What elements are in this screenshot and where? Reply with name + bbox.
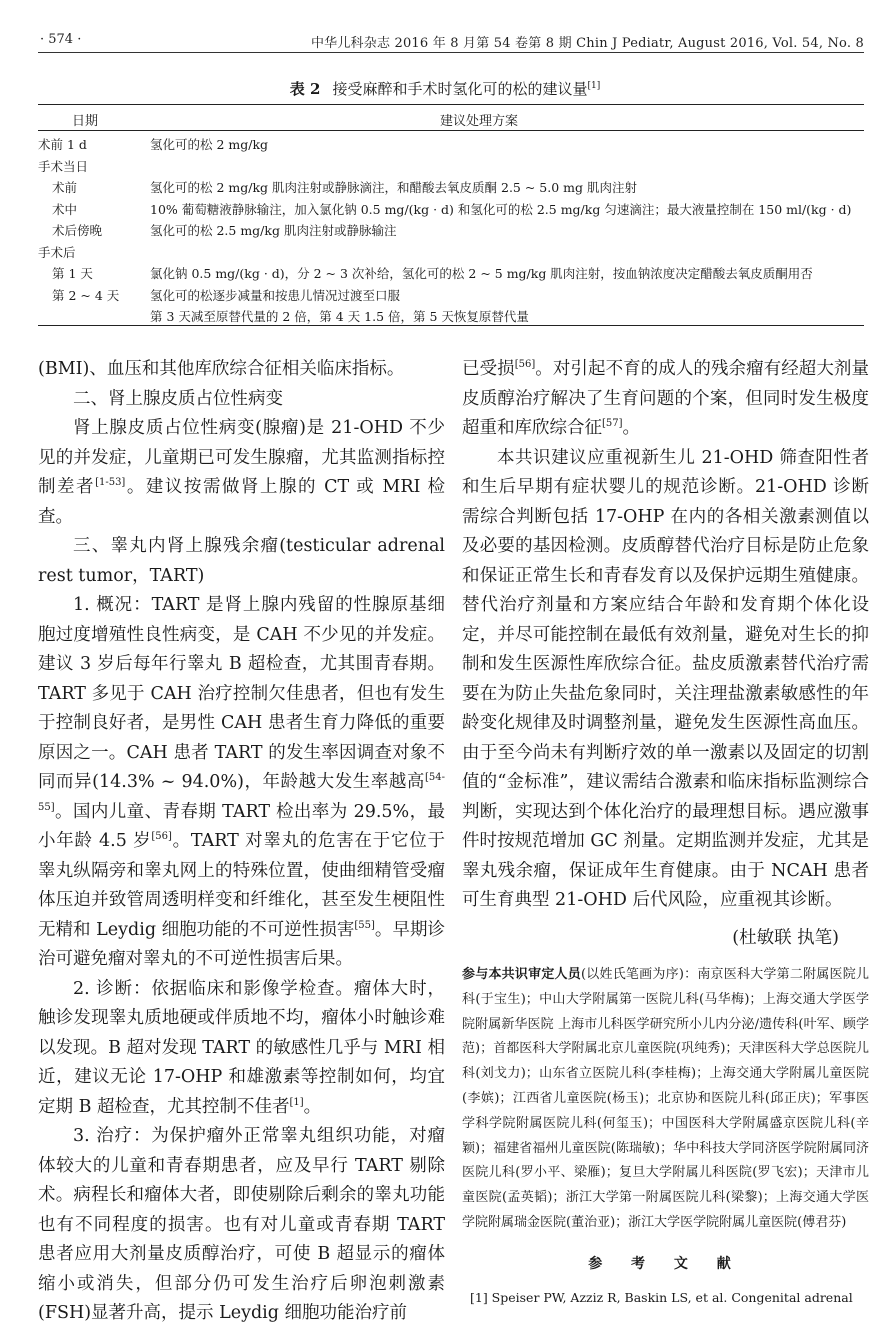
table-row [38,263,864,284]
paragraph: 2. 诊断：依据临床和影像学检查。瘤体大时，触诊发现睾丸质地硬或伴质地不均，瘤体小时触诊难以发现。B 超对发现 TART 的敏感性几乎与 MRI 相近，建议无论 17-OHP 和雄激素等控制如何，均宜定期 B 超检查，尤其控制不佳者[1]。 [38,978,445,1117]
table-row [38,306,864,327]
section-heading: 三、睾丸内肾上腺残余瘤(testicular adrenal rest tumor，TART) [38,536,445,586]
table-top-rule [38,104,864,105]
reviewers-label: 参与本共识审定人员 [462,967,581,982]
paragraph: 本共识建议应重视新生儿 21-OHD 筛查阳性者和生后早期有症状婴儿的规范诊断。21-OHD 诊断需综合判断包括 17-OHP 在内的各相关激素测值以及必要的基因检测。皮质醇替代治疗目标是防止危象和保证正常生长和青春发育以及保护远期生殖健康。替代治疗剂量和方案应结合年龄和发育期个体化设定，并尽可能控制在最低有效剂量，避免对生长的抑制和发生医源性库欣综合征。盐皮质激素替代治疗需要在为防止失盐危象同时，关注理盐激素敏感性的年龄变化规律及时调整剂量，避免发生医源性高血压。由于至今尚未有判断疗效的单一激素以及固定的切割值的“金标准”，建议需结合激素和临床指标监测综合判断，实现达到个体化治疗的最理想目标。遇应激事件时按规范增加 GC 剂量。定期监测并发症，尤其是睾丸残余瘤，保证成年生育健康。由于 NCAH 患者可生育典型 21-OHD 后代风险，应重视其诊断。 [462,447,869,910]
table-row [38,134,864,155]
table-row [38,220,864,241]
table-header-date: 日期 [72,114,99,129]
references-heading: 参 考 文 献 [588,1256,743,1272]
table-cell-plan: 氯化钠 0.5 mg/(kg · d)，分 2 ~ 3 次补给，氢化可的松 2 ~ 5 mg/kg 肌肉注射，按血钠浓度决定醋酸去氧皮质酮用否 [150,266,813,281]
table-bottom-rule [38,325,864,326]
citation: [54-55] [38,772,445,813]
citation: [56] [151,831,172,843]
table-cell-plan: 氢化可的松 2 mg/kg 肌肉注射或静脉滴注，和醋酸去氧皮质酮 2.5 ~ 5.0 mg 肌肉注射 [150,180,637,195]
table-cell-plan: 氢化可的松 2.5 mg/kg 肌肉注射或静脉输注 [150,223,397,238]
paragraph: 3. 治疗：为保护瘤外正常睾丸组织功能，对瘤体较大的儿童和青春期患者，应及早行 TART 剔除术。病程长和瘤体大者，即使剔除后剩余的睾丸功能也有不同程度的损害。也有对儿童或青春期 TART 患者应用大剂量皮质醇治疗，可使 B 超显示的瘤体缩小或消失，但部分仍可发生治疗后卵泡刺激素(FSH)显著升高，提示 Leydig 细胞功能治疗前 [38,1126,445,1323]
paragraph: 肾上腺皮质占位性病变(腺瘤)是 21-OHD 不少见的并发症，儿童期已可发生腺瘤，尤其监测指标控制差者[1-53]。建议按需做肾上腺的 CT 或 MRI 检查。 [38,418,445,527]
paragraph: 1. 概况：TART 是肾上腺内残留的性腺原基细胞过度增殖性良性病变，是 CAH 不少见的并发症。建议 3 岁后每年行睾丸 B 超检查，尤其围青春期。TART 多见于 CAH 治疗控制欠佳患者，但也有发生于控制良好者，是男性 CAH 患者生育力降低的重要原因之一。CAH 患者 TART 的发生率因调查对象不同而异(14.3% ~ 94.0%)，年龄越大发生率越高[54-55]。国内儿童、青春期 TART 检出率为 29.5%，最小年龄 4.5 岁[56]。TART 对睾丸的危害在于它位于睾丸纵隔旁和睾丸网上的特殊位置，使曲细精管受瘤体压迫并致管周透明样变和纤维化，甚至发生梗阻性无精和 Leydig 细胞功能的不可逆性损害[55]。早期诊治可避免瘤对睾丸的不可逆性损害后果。 [38,595,445,969]
left-column [38,355,445,1329]
table-row [38,156,864,177]
table-caption [0,78,890,99]
citation: [55] [354,919,375,931]
paragraph: (BMI)、血压和其他库欣综合征相关临床指标。 [38,359,405,379]
journal-header: 中华儿科杂志 2016 年 8 月第 54 卷第 8 期 Chin J Pediatr, August 2016, Vol. 54, No. 8 [310,36,864,51]
table-header-rule [38,130,864,131]
table-cell-plan: 氢化可的松 2 mg/kg [150,137,269,152]
author-note: (杜敏联 执笔) [732,927,839,948]
paragraph: 已受损[56]。对引起不育的成人的残余瘤有经超大剂量皮质醇治疗解决了生育问题的个案，但同时发生极度超重和库欣综合征[57]。 [462,359,870,438]
table-cell-date: 术前 1 d [38,137,87,152]
table-header-plan: 建议处理方案 [440,114,519,129]
table-cell-date: 术后傍晚 [52,223,103,238]
table-label: 表 2 [289,80,321,98]
citation: [1] [289,1096,304,1108]
page-number: · 574 · [40,32,82,47]
table-cell-plan: 氢化可的松逐步减量和按患儿情况过渡至口服 [150,287,401,303]
table-cell-date: 术前 [52,180,78,195]
table-title-ref: [1] [587,81,601,91]
table-row [38,199,864,220]
table-cell-date: 第 2 ~ 4 天 [52,287,120,303]
reviewers-list: 参与本共识审定人员(以姓氏笔画为序)：南京医科大学第二附属医院儿科(于宝生)；中山大学附属第一医院儿科(马华梅)；上海交通大学医学院附属新华医院 上海市儿科医学研究所小儿内分泌/遗传科(叶军、顾学范)；首都医科大学附属北京儿童医院(巩纯秀)；天津医科大学总医院儿科(刘戈力)；山东省立医院儿科(李桂梅)；上海交通大学附属儿童医院(李嫔)；江西省儿童医院(杨玉)；北京协和医院儿科(邱正庆)；军事医学科学院附属医院儿科(何玺玉)；中国医科大学附属盛京医院儿科(辛颖)；福建省福州儿童医院(陈瑞敏)；华中科技大学同济医学院附属同济医院儿科(罗小平、梁雁)；复旦大学附属儿科医院(罗飞宏)；天津市儿童医院(孟英韬)；浙江大学第一附属医院儿科(梁黎)；上海交通大学医学院附属瑞金医院(董治亚)；浙江大学医学院附属儿童医院(傅君芬) [462,967,869,1230]
table-cell-date: 手术后 [38,244,76,260]
table-cell-plan: 第 3 天减至原替代量的 2 倍，第 4 天 1.5 倍，第 5 天恢复原替代量 [150,309,529,324]
citation: [57] [602,418,623,430]
right-column [462,355,869,953]
table-cell-date: 手术当日 [38,158,89,174]
table-cell-plan: 10% 葡萄糖液静脉输注，加入氯化钠 0.5 mg/(kg · d) 和氢化可的松 2.5 mg/kg 匀速滴注；最大液量控制在 150 ml/(kg · d) [150,201,852,217]
reference-item: [1] Speiser PW, Azziz R, Baskin LS, et al. Congenital adrenal [470,1290,853,1305]
table-row [38,285,864,306]
table-title: 接受麻醉和手术时氢化可的松的建议量 [332,80,588,98]
section-heading: 二、肾上腺皮质占位性病变 [73,388,283,409]
table-row [38,242,864,263]
table-cell-date: 第 1 天 [52,266,93,281]
table-cell-date: 术中 [52,201,78,217]
header-rule [38,52,864,53]
table-row [38,177,864,198]
citation: [56] [514,359,536,371]
citation: [1-53] [95,477,126,489]
